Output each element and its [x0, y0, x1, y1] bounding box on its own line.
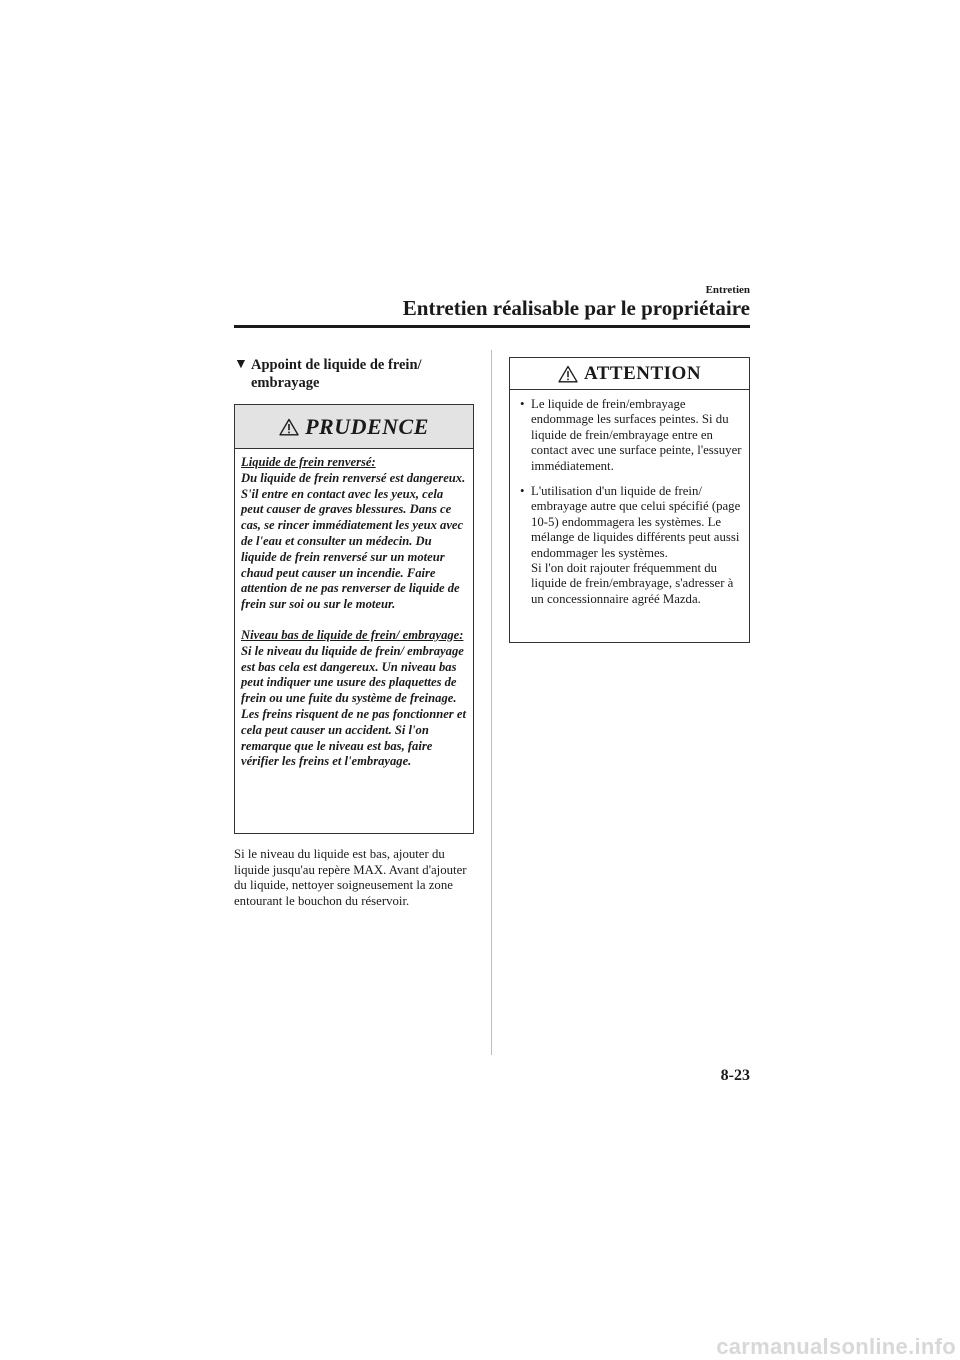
page-number: 8-23 [720, 1067, 750, 1084]
prudence-header [235, 405, 473, 449]
attention-caution-box [509, 357, 750, 643]
attention-item-text: L'utilisation d'un liquide de frein/ embrayage autre que celui spécifié (page 10-5) endommagera les systèmes. Le mélange de liquides différents peut aussi endommager les systèmes. [531, 484, 741, 560]
body-paragraph: Si le niveau du liquide est bas, ajouter du liquide jusqu'au repère MAX. Avant d'ajouter du liquide, nettoyer soigneusement la zone entourant le bouchon du réservoir. [234, 847, 467, 908]
bullet-icon: • [520, 397, 525, 411]
section-title: Entretien réalisable par le propriétaire [402, 296, 750, 320]
subsection-title: Appoint de liquide de frein/ embrayage [251, 357, 422, 391]
attention-item-text-continued: Si l'on doit rajouter fréquemment du liquide de frein/embrayage, s'adresser à un concessionnaire agréé Mazda. [531, 561, 734, 606]
warning-triangle-icon [279, 418, 299, 436]
prudence-para1-title: Liquide de frein renversé: [241, 455, 376, 469]
attention-label: ATTENTION [583, 362, 702, 384]
triangle-marker-icon: ▼ [234, 357, 248, 372]
prudence-para1-text: Du liquide de frein renversé est dangereux. S'il entre en contact avec les yeux, cela peut causer de graves blessures. Dans ce cas, se rincer immédiatement les yeux avec de l'eau et consulter un médecin. Du liquide de frein renversé sur un moteur chaud peut causer un incendie. Faire attention de ne pas renverser de liquide de frein sur soi ou sur le moteur. [241, 470, 466, 612]
attention-item-text: Le liquide de frein/embrayage endommage les surfaces peintes. Si du liquide de frein/embrayage entre en contact avec une surface peinte, l'essuyer immédiatement. [531, 397, 742, 473]
prudence-para2-title: Niveau bas de liquide de frein/ embrayage: [241, 627, 464, 642]
subsection-heading [234, 356, 474, 392]
prudence-label: PRUDENCE [305, 413, 429, 439]
attention-header [510, 358, 749, 390]
attention-list [510, 390, 749, 607]
warning-triangle-icon [558, 365, 578, 383]
column-divider [491, 350, 492, 1055]
bullet-icon: • [520, 484, 525, 499]
header-rule [234, 325, 750, 328]
list-item [520, 484, 743, 607]
prudence-warning-box [234, 404, 474, 834]
chapter-title: Entretien [705, 284, 750, 296]
watermark: carmanualsonline.info [716, 1334, 956, 1359]
prudence-para2-text: Si le niveau du liquide de frein/ embrayage est bas cela est dangereux. Un niveau bas peut indiquer une usure des plaquettes de frein ou une fuite du système de freinage. Les freins risquent de ne pas fonctionner et cela peut causer un accident. Si l'on remarque que le niveau est bas, faire vérifier les freins et l'embrayage. [241, 643, 466, 769]
prudence-body [235, 449, 473, 770]
list-item [520, 397, 743, 474]
